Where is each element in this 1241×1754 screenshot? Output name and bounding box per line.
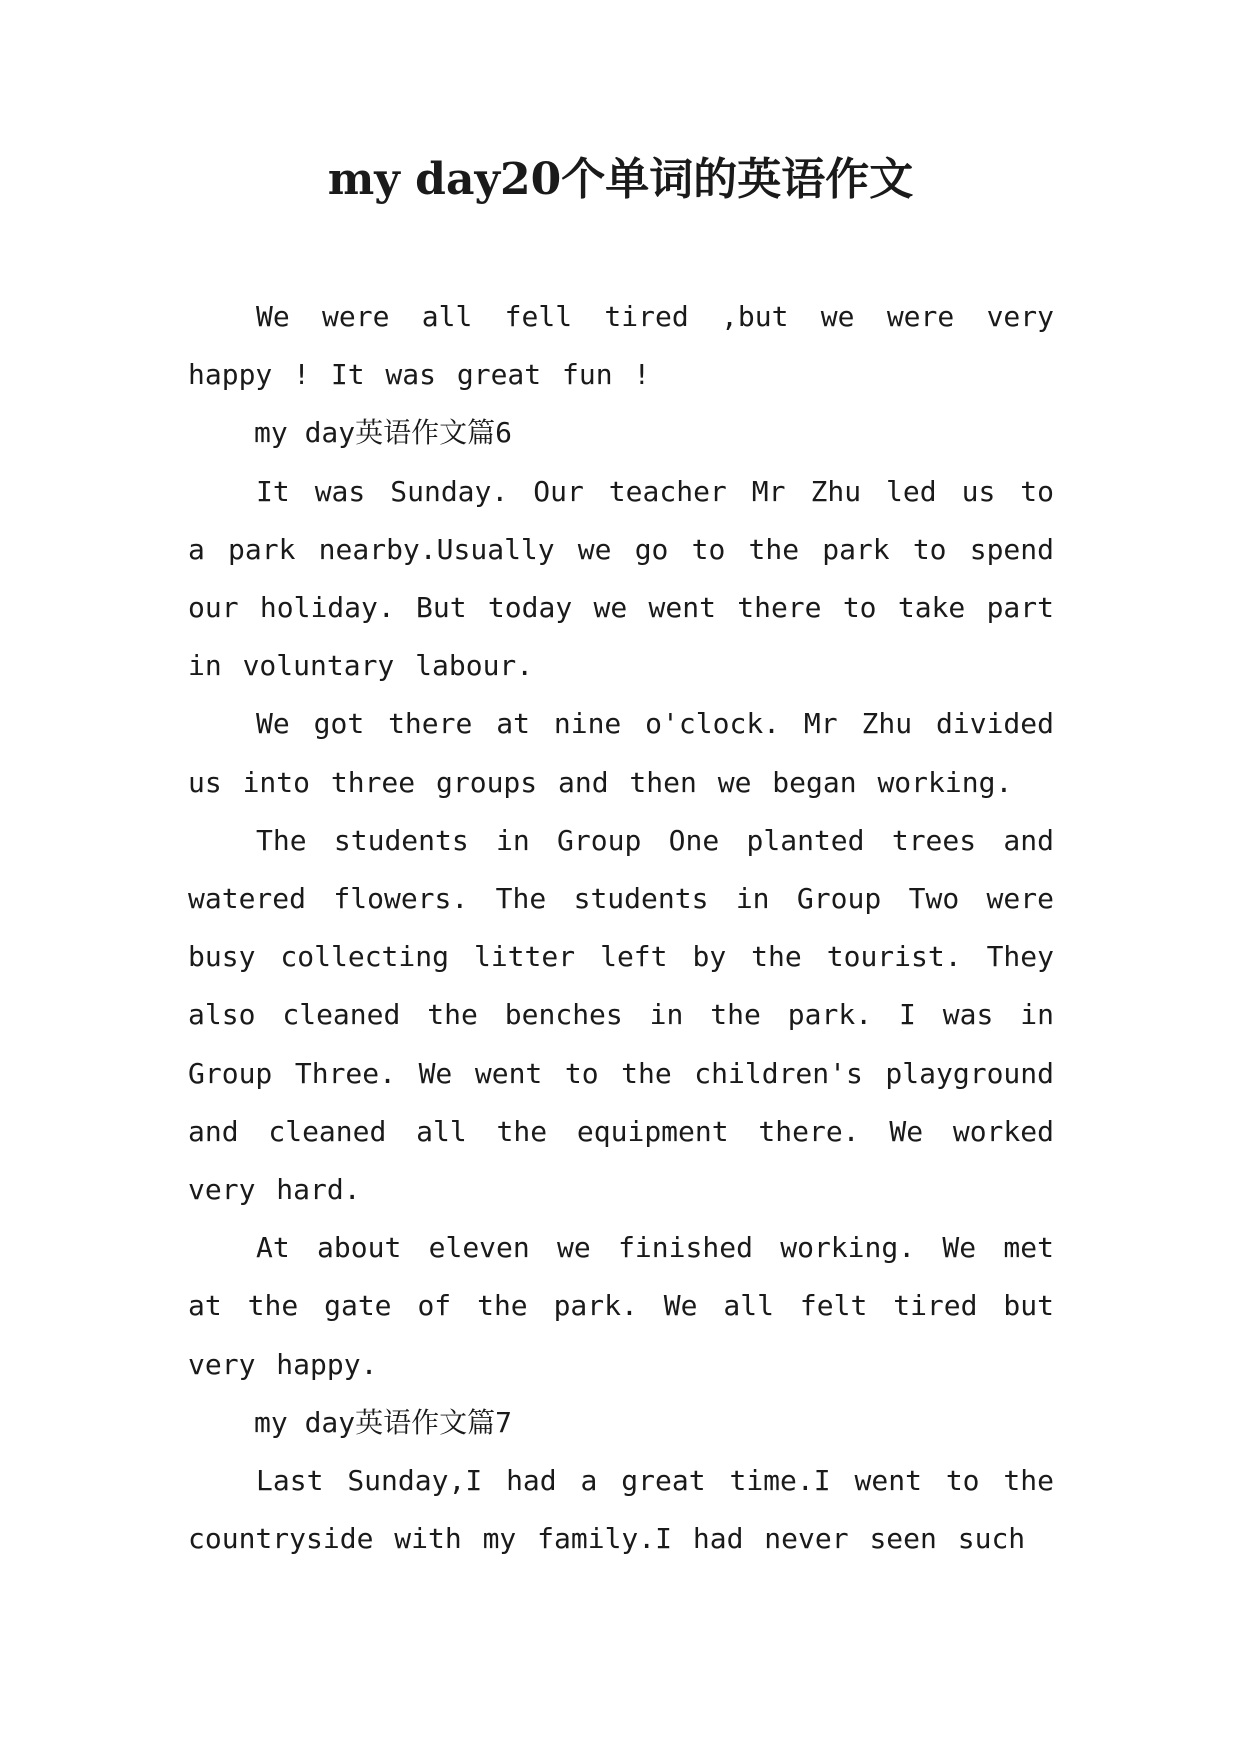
paragraph-finished: At about eleven we finished working. We met at the gate of the park. We all felt tired but very happy. — [188, 1231, 1054, 1381]
paragraph-sunday-park: It was Sunday. Our teacher Mr Zhu led us to a park nearby.Usually we go to the park to spend our holiday. But today we went there to take part in voluntary labour. — [188, 474, 1054, 683]
document-body — [188, 288, 1054, 1568]
document-title: my day20个单词的英语作文 — [327, 154, 914, 205]
paragraph-closing-fun: We were all fell tired ,but we were very happy ! It was great fun ! — [188, 300, 1054, 392]
paragraph-last-sunday: Last Sunday,I had a great time.I went to the countryside with my family.I had never seen such — [188, 1464, 1054, 1556]
paragraph-groups: We got there at nine o'clock. Mr Zhu divided us into three groups and then we began working. — [188, 707, 1054, 799]
section-heading-6: my day英语作文篇6 — [254, 416, 513, 450]
section-heading-7: my day英语作文篇7 — [254, 1405, 513, 1439]
paragraph-group-work: The students in Group One planted trees and watered flowers. The students in Group Two were busy collecting litter left by the tourist. They also cleaned the benches in the park. I was in Group Three. We went to the children's playground and cleaned all the equipment there. We worked very hard. — [188, 823, 1054, 1207]
